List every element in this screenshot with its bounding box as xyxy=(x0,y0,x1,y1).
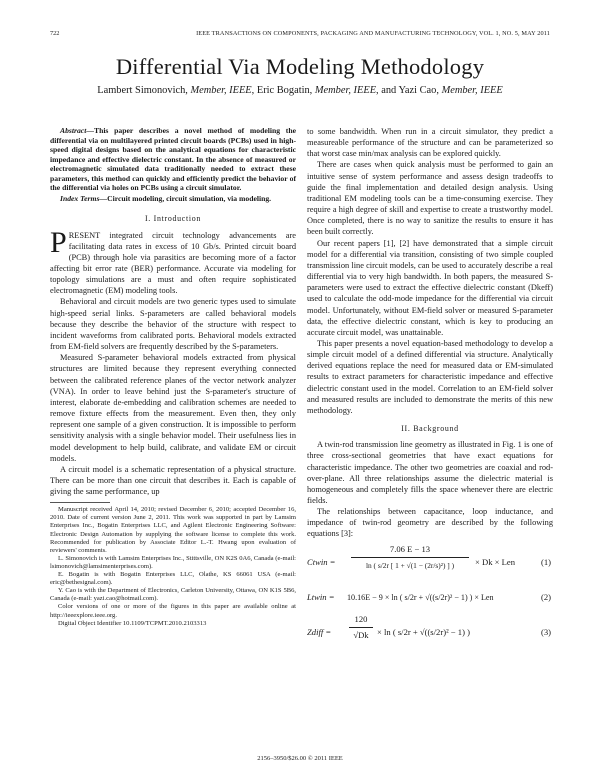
footnote-manuscript: Manuscript received April 14, 2010; revised December 6, 2010; accepted December 16, 2010. Date of current version June 2, 2011. This work was supported in part by Lamsim Enterprises Inc., Bogatin Enterprises LLC, and Agilent Electronic Engineering Software: Electronic Design Automation by supplying the software license to complete this work. Recommended for publication by Associate Editor L.-T. Hwang upon evaluation of reviewers' comments. xyxy=(50,506,296,554)
index-terms-label: Index Terms— xyxy=(60,193,108,203)
equation-2-body: 10.16E − 9 × ln ( s/2r + √((s/2r)² − 1) ) × Len xyxy=(347,592,494,602)
intro-paragraph-3: Measured S-parameter behavioral models extracted from physical structures are limited because they represent everything connected between the calibrated reference planes of the vector network analyzer (VNA). In order to leave behind just the S-parameter's structure of interest, elaborate de-embedding and calibration schemes are needed to remove fixture effects from the measurement. Even then, they only represent one sample of a given construction. It is impossible to perform sensitivity analysis with a single behavior model. Their usefulness lies in model development to help build, calibrate, and validate EM or circuit models. xyxy=(50,353,296,463)
right-paragraph-1: to some bandwidth. When run in a circuit simulator, they predict a measureable performance of the structure and can be parameterized so that worst case min/max analysis can be explored quickly. xyxy=(307,127,553,159)
equation-2 xyxy=(307,583,553,613)
background-paragraph-1: A twin-rod transmission line geometry as illustrated in Fig. 1 is one of three cross-sectional geometries that have exact equations for characteristic impedance. The other two geometries are coaxial and rod-over-plane. All three relationships assume the dielectric material is homogeneous and completely fills the space whenever there are electric fields. xyxy=(307,440,553,505)
author-3: , and Yazi Cao, xyxy=(376,85,439,96)
abstract-text: This paper describes a novel method of modeling the differential via on multilayered printed circuit boards (PCBs) used in high-speed digital designs based on the analytical equations for characteristic impedance and effective dielectric constant. In the absence of measured or electromagnetic simulated data traditionally needed to extract these parameters, this method can quickly and efficiently predict the behavior of the differential via holes on PCBs using a circuit simulator. xyxy=(50,126,296,193)
footnote-author-1: L. Simonovich is with Lamsim Enterprises Inc., Stittsville, ON K2S 0A6, Canada (e-mail: lsimonovich@lamsimenterprises.com). xyxy=(50,554,296,570)
abstract xyxy=(50,126,296,193)
equation-3-denominator: √Dk xyxy=(353,629,369,640)
equation-1-lhs: Ctwin = xyxy=(307,556,336,567)
right-paragraph-2: There are cases when quick analysis must be performed to gain an intuitive sense of system performance and assess design tradeoffs to guide the final implementation and detailed design analysis. Using traditional EM modeling tools can be a time-consuming exercise. They require a high degree of skill and expertise to create a trustworthy model. Once completed, there is no way to sanitize the results to ensure it has been built correctly. xyxy=(307,160,553,237)
equation-1-number: (1) xyxy=(540,556,551,567)
author-2: , Eric Bogatin, xyxy=(251,85,313,96)
equation-2-lhs: Ltwin = xyxy=(307,591,335,602)
author-line xyxy=(0,85,600,96)
footnote-rule xyxy=(50,502,110,503)
intro-paragraph-4: A circuit model is a schematic representation of a physical structure. There can be more than one circuit that describes it. Each is capable of giving the same performance, up xyxy=(50,464,296,497)
equation-1 xyxy=(307,543,553,583)
equation-3-numerator: 120 xyxy=(349,614,373,628)
section-heading-introduction: I. Introduction xyxy=(144,214,202,224)
author-1-membership: Member, IEEE xyxy=(190,85,252,96)
intro-paragraph-1-text: RESENT integrated circuit technology advancements are facilitating data rates in excess of 10 Gb/s. Printed circuit board (PCB) through hole via parasitics are becoming more of a factor affecting bit error rate (BER) performance. Accurate via modeling for topology simulations are a must and often require sophisticated electromagnetic (EM) modeling tools. xyxy=(50,230,296,296)
equation-2-number: (2) xyxy=(540,591,551,602)
author-1: Lambert Simonovich, xyxy=(97,85,188,96)
copyright-footer: 2156–3950/$26.00 © 2011 IEEE xyxy=(257,755,343,762)
drop-cap: P xyxy=(50,225,67,259)
equation-3-fraction xyxy=(349,614,373,641)
index-terms-text: Circuit modeling, circuit simulation, via modeling. xyxy=(107,193,272,203)
footnote-author-2: E. Bogatin is with Bogatin Enterprises LLC, Olathe, KS 66061 USA (e-mail: eric@bethesignal.com). xyxy=(50,571,296,587)
equation-3-tail: × ln ( s/2r + √((s/2r)² − 1) ) xyxy=(377,626,470,637)
author-3-membership: Member, IEEE xyxy=(441,85,503,96)
equation-3 xyxy=(307,613,553,653)
right-column xyxy=(307,126,553,653)
equation-1-fraction xyxy=(351,544,469,571)
journal-title: IEEE TRANSACTIONS ON COMPONENTS, PACKAGING AND MANUFACTURING TECHNOLOGY, VOL. 1, NO. 5, MAY 2011 xyxy=(196,30,550,37)
page-number: 722 xyxy=(50,30,60,37)
equation-1-numerator: 7.06 E − 13 xyxy=(351,544,469,558)
section-heading-background: II. Background xyxy=(401,424,459,434)
footnote-author-3: Y. Cao is with the Department of Electronics, Carleton University, Ottawa, ON K1S 5B6, Canada (e-mail: yazi.cao@hotmail.com). xyxy=(50,587,296,603)
intro-paragraph-1 xyxy=(50,225,296,297)
footnote-doi: Digital Object Identifier 10.1109/TCPMT.2010.2103313 xyxy=(58,619,207,627)
intro-paragraph-2: Behavioral and circuit models are two generic types used to simulate high-speed serial links. S-parameters are called behavioral models because they describe the behavior of the structure with respect to incident waveforms from calibrated ports. Behavioral models extracted from EM-field solvers are frequently described by the S-parameters. xyxy=(50,297,296,352)
right-paragraph-4: This paper presents a novel equation-based methodology to develop a simple circuit model of a defined differential via structure. Analytically derived equations replace the need for measured data or EM-simulated results to extract parameters for characteristic impedance and effective dielectric constant used in the model. Correlation to an EM-field solver and measured results are included to demonstrate the merits of this new methodology. xyxy=(307,338,553,415)
footnote-color: Color versions of one or more of the figures in this paper are available online at http://ieeexplore.ieee.org. xyxy=(50,603,296,619)
paper-title: Differential Via Modeling Methodology xyxy=(115,54,485,79)
left-column xyxy=(50,126,296,628)
equation-1-denominator: ln ( s/2r [ 1 + √(1 − (2r/s)²) ] ) xyxy=(365,560,455,570)
background-paragraph-2: The relationships between capacitance, loop inductance, and impedance of twin-rod geometry are described by the following equations [3]: xyxy=(307,507,553,539)
equation-3-number: (3) xyxy=(540,626,551,637)
equation-1-tail: × Dk × Len xyxy=(475,556,516,567)
index-terms xyxy=(50,194,296,204)
author-2-membership: Member, IEEE xyxy=(314,85,377,96)
abstract-label: Abstract— xyxy=(60,126,94,135)
equation-3-lhs: Zdiff = xyxy=(307,626,332,637)
right-paragraph-3: Our recent papers [1], [2] have demonstrated that a simple circuit model for a differential via transition, consisting of two simple coupled transmission line circuit models, can be used to accurately describe a real differential via to very high bandwidth. In both papers, the measured S-parameters were used to extract the effective dielectric constant (Dkeff) used to calculate the odd-mode impedance for the differential via circuit model. Unfortunately, without EM-field solver or measured S-parameter data, the effective dielectric constant, which is key to producing an accurate circuit model, was unattainable. xyxy=(307,238,553,337)
